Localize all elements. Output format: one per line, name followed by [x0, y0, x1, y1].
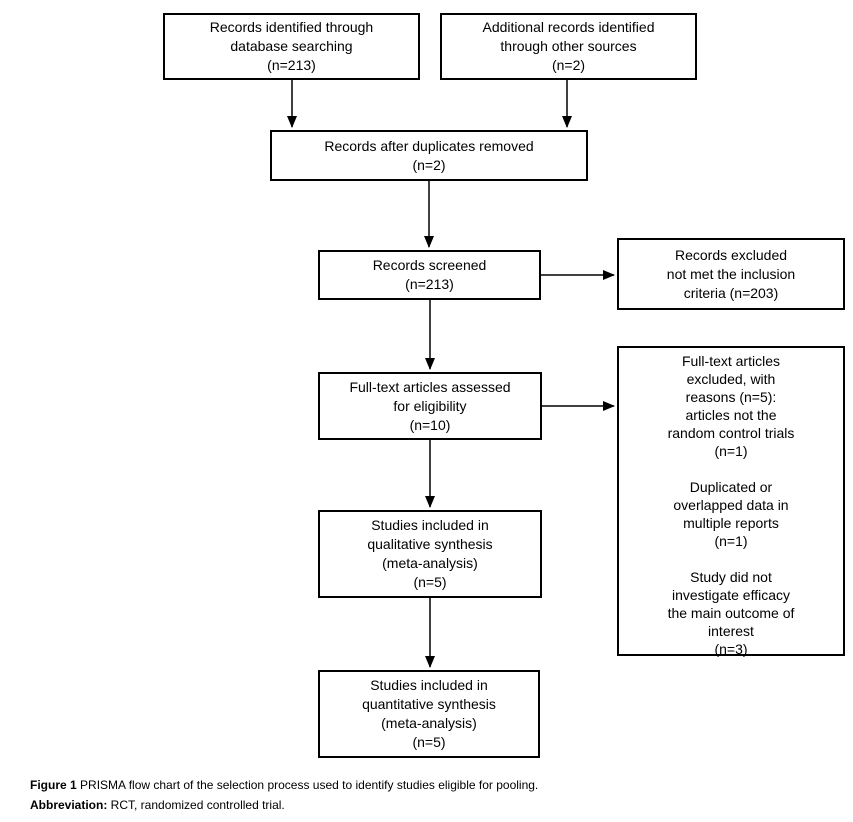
box-records-excluded: Records excluded not met the inclusion criteria (n=203): [617, 238, 845, 310]
abbreviation-label: Abbreviation:: [30, 798, 108, 812]
box-quantitative-synthesis: Studies included in quantitative synthesis (meta-analysis) (n=5): [318, 670, 540, 758]
box-records-screened: Records screened (n=213): [318, 250, 541, 300]
box-records-identified: Records identified through database searching (n=213): [163, 13, 420, 80]
figure-label: Figure 1: [30, 778, 77, 792]
figure-caption: [30, 777, 770, 817]
box-qualitative-synthesis: Studies included in qualitative synthesis (meta-analysis) (n=5): [318, 510, 542, 598]
box-additional-records: Additional records identified through other sources (n=2): [440, 13, 697, 80]
box-duplicates-removed: Records after duplicates removed (n=2): [270, 130, 588, 181]
abbreviation-text: RCT, randomized controlled trial.: [107, 798, 285, 812]
caption-figure-line: [30, 777, 770, 794]
figure-text: PRISMA flow chart of the selection process used to identify studies eligible for pooling.: [76, 778, 539, 792]
box-fulltext-excluded: Full-text articles excluded, with reasons (n=5): articles not the random control trials (n=1) Duplicated or overlapped data in multiple reports (n=1) Study did not investigate efficacy the main outcome of interest (n=3): [617, 346, 845, 656]
caption-abbreviation-line: [30, 797, 770, 814]
box-fulltext-assessed: Full-text articles assessed for eligibility (n=10): [318, 372, 542, 440]
